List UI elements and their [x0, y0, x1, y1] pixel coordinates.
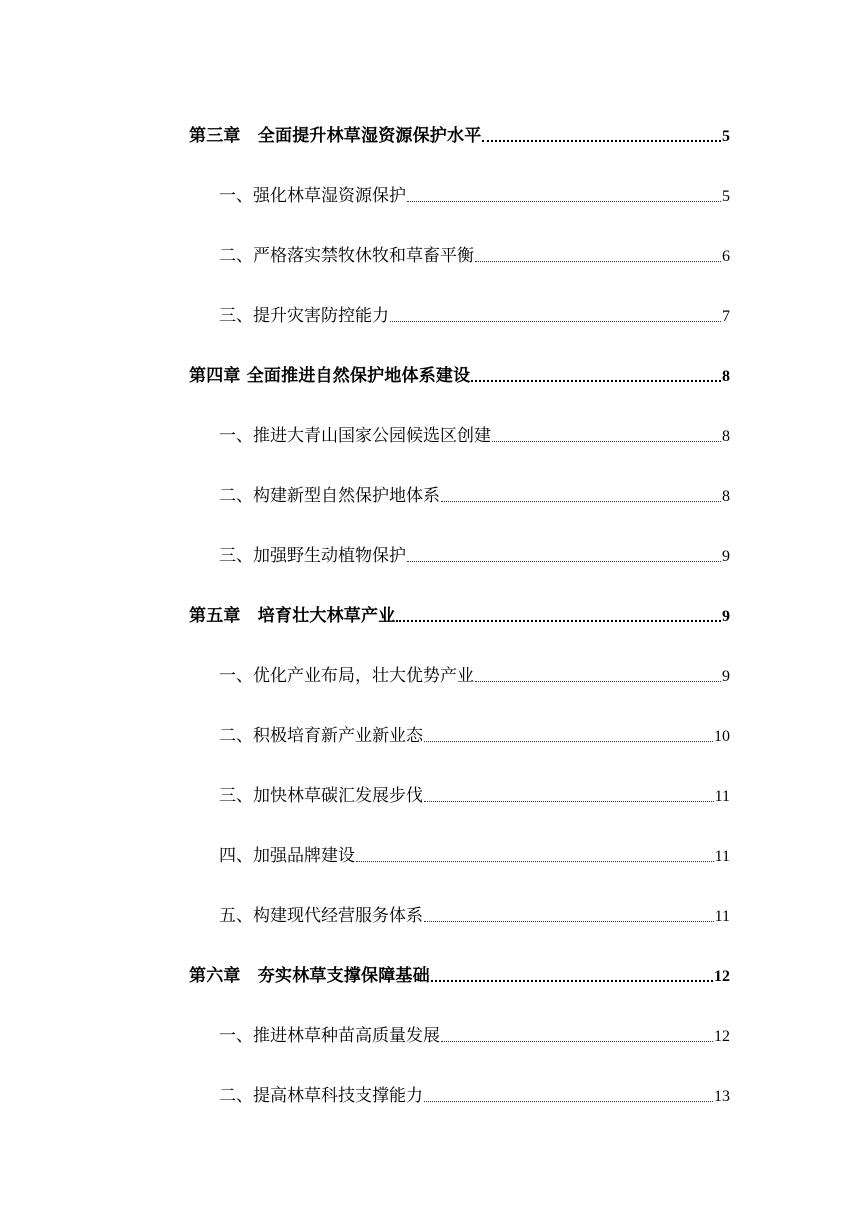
toc-section[interactable]: [189, 233, 730, 293]
dot-leader: [431, 967, 713, 983]
toc-entry-label: 一、强化林草湿资源保护: [219, 186, 406, 206]
toc-entry-label: 第四章 全面推进自然保护地体系建设: [189, 366, 471, 386]
toc-page-number: 11: [714, 788, 730, 805]
toc-entry-label: 第五章 培育壮大林草产业: [189, 606, 396, 626]
dot-leader: [396, 607, 721, 623]
toc-page-number: 11: [714, 908, 730, 925]
toc-page-number: 8: [722, 428, 730, 445]
dot-leader: [475, 667, 721, 683]
toc-section[interactable]: [189, 653, 730, 713]
toc-entry-label: 第三章 全面提升林草湿资源保护水平: [189, 126, 482, 146]
toc-section[interactable]: [189, 1073, 730, 1133]
toc-page-number: 7: [722, 308, 730, 325]
toc-page-number: 13: [714, 1088, 730, 1105]
dot-leader: [475, 247, 721, 263]
toc-page-number: 8: [722, 488, 730, 505]
toc-section[interactable]: [189, 293, 730, 353]
toc-section[interactable]: [189, 713, 730, 773]
dot-leader: [407, 187, 721, 203]
dot-leader: [424, 907, 714, 923]
toc-entry-label: 二、提高林草科技支撑能力: [219, 1086, 423, 1106]
toc-section[interactable]: [189, 533, 730, 593]
toc-chapter-6[interactable]: [189, 953, 730, 1013]
toc-page-number: 10: [714, 728, 730, 745]
toc-entry-label: 四、加强品牌建设: [219, 846, 355, 866]
dot-leader: [492, 427, 721, 443]
dot-leader: [390, 307, 721, 323]
toc-chapter-5[interactable]: [189, 593, 730, 653]
toc-entry-label: 二、严格落实禁牧休牧和草畜平衡: [219, 246, 474, 266]
dot-leader: [441, 487, 721, 503]
toc-chapter-4[interactable]: [189, 353, 730, 413]
toc-section[interactable]: [189, 893, 730, 953]
toc-page-number: 6: [722, 248, 730, 265]
toc-section[interactable]: [189, 473, 730, 533]
toc-page-number: 5: [722, 188, 730, 205]
dot-leader: [471, 367, 721, 383]
toc-entry-label: 一、优化产业布局，壮大优势产业: [219, 666, 474, 686]
toc-entry-label: 一、推进大青山国家公园候选区创建: [219, 426, 491, 446]
dot-leader: [424, 727, 713, 743]
toc-chapter-3[interactable]: [189, 113, 730, 173]
toc-section[interactable]: [189, 773, 730, 833]
dot-leader: [356, 847, 714, 863]
toc-page-number: 9: [722, 548, 730, 565]
dot-leader: [424, 1087, 713, 1103]
dot-leader: [441, 1027, 713, 1043]
toc-entry-label: 一、推进林草种苗高质量发展: [219, 1026, 440, 1046]
dot-leader: [424, 787, 714, 803]
toc-page-number: 11: [714, 848, 730, 865]
toc-section[interactable]: [189, 1013, 730, 1073]
dot-leader: [482, 127, 721, 143]
toc-page-number: 5: [722, 128, 730, 145]
toc-section[interactable]: [189, 413, 730, 473]
toc-page-number: 12: [714, 1028, 730, 1045]
toc-entry-label: 三、提升灾害防控能力: [219, 306, 389, 326]
toc-page-number: 9: [722, 668, 730, 685]
toc-entry-label: 三、加强野生动植物保护: [219, 546, 406, 566]
toc-entry-label: 三、加快林草碳汇发展步伐: [219, 786, 423, 806]
dot-leader: [407, 547, 721, 563]
toc-page-number: 8: [722, 368, 730, 385]
toc-entry-label: 第六章 夯实林草支撑保障基础: [189, 966, 430, 986]
toc-page-number: 9: [722, 608, 730, 625]
toc-entry-label: 二、构建新型自然保护地体系: [219, 486, 440, 506]
toc-entry-label: 二、积极培育新产业新业态: [219, 726, 423, 746]
toc-page-number: 12: [714, 968, 730, 985]
toc-section[interactable]: [189, 173, 730, 233]
toc-entry-label: 五、构建现代经营服务体系: [219, 906, 423, 926]
table-of-contents: [189, 113, 730, 1133]
toc-section[interactable]: [189, 833, 730, 893]
